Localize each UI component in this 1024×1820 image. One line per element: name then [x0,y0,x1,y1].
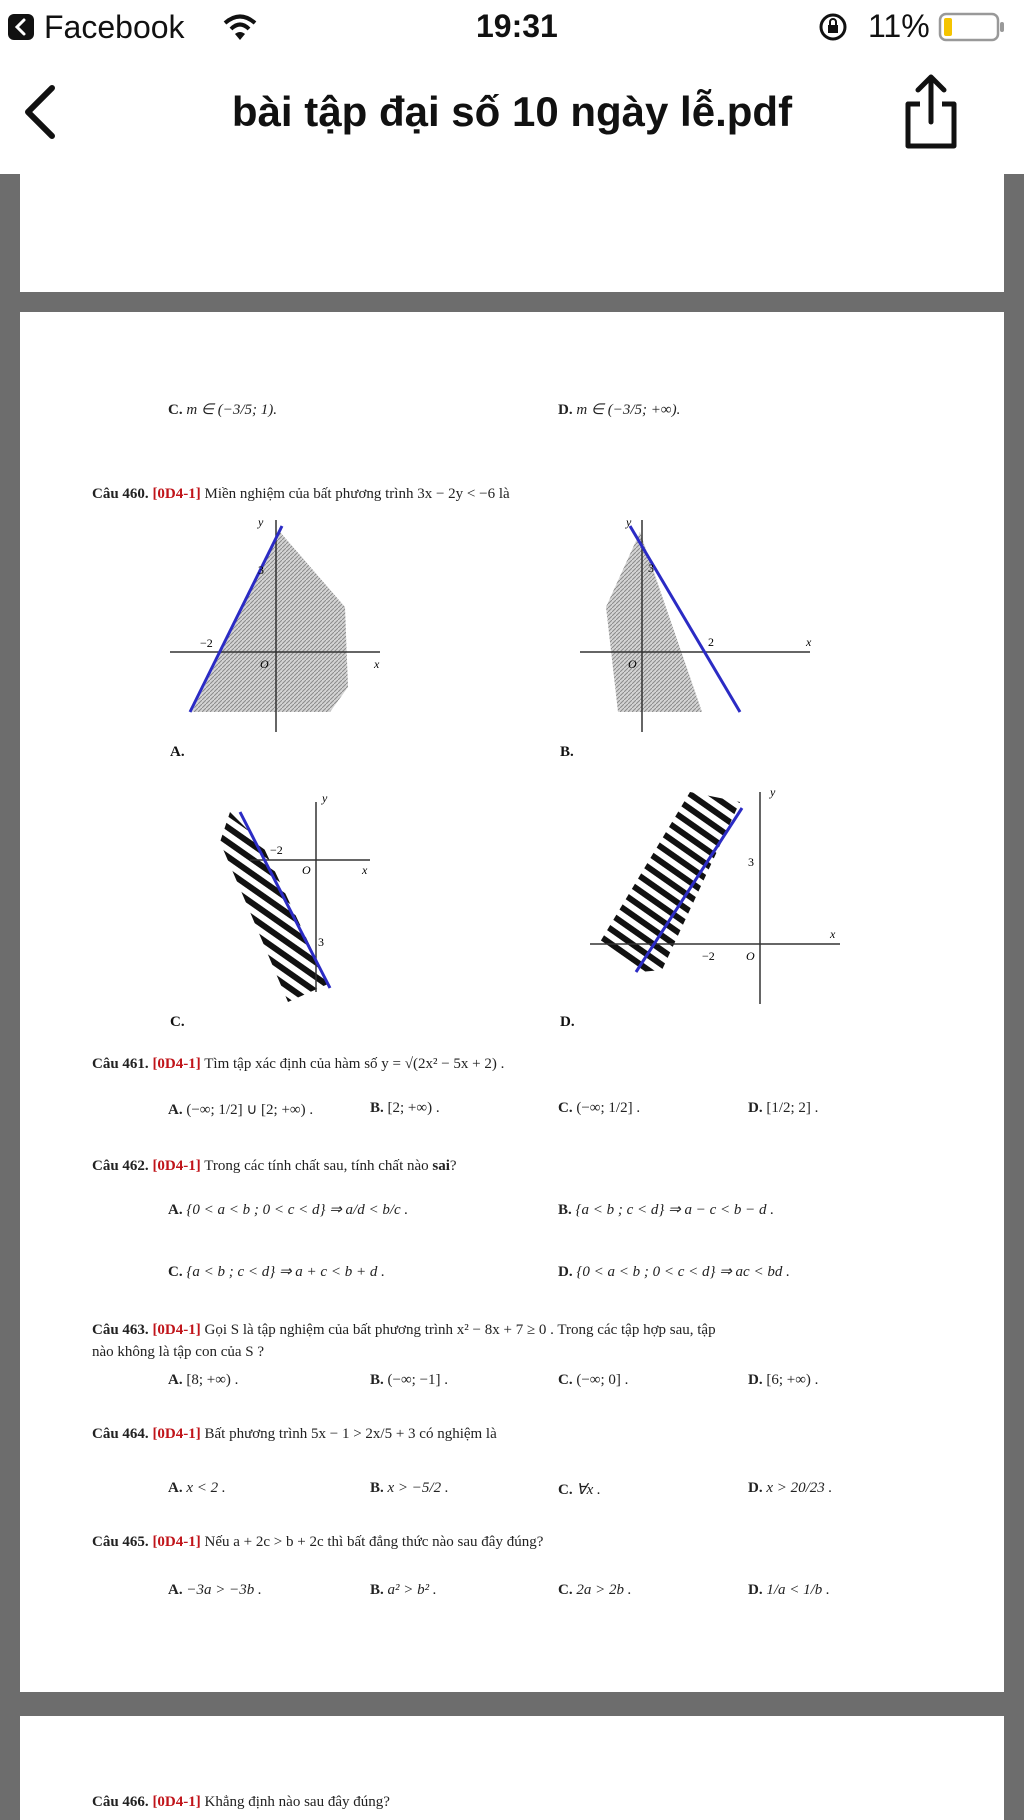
q465-option-a [168,1582,262,1599]
q461-stem [92,1056,504,1073]
q463-option-c [558,1372,628,1389]
option-label: C. [168,402,183,418]
option-text: [6; +∞) . [766,1372,819,1388]
axis-x-label: x [362,863,368,877]
option-text: {0 < a < b ; 0 < c < d} ⇒ a/d < b/c . [186,1202,409,1218]
option-text: ∀x . [576,1482,601,1498]
solution-region [220,812,328,1002]
option-text: (−∞; −1] . [387,1372,449,1388]
question-tag: [0D4-1] [152,1056,201,1072]
option-label: D. [748,1480,763,1496]
option-label: C. [558,1372,573,1388]
q465-stem [92,1534,543,1551]
q463-option-a [168,1372,238,1389]
question-text: Nếu a + 2c > b + 2c thì bất đẳng thức nào sau đây đúng? [204,1534,544,1550]
option-text: (−∞; 0] . [576,1372,629,1388]
question-tag: [0D4-1] [152,1534,201,1550]
q465-option-b [370,1582,437,1599]
q464-option-d [748,1480,832,1497]
q464-option-c [558,1480,601,1499]
question-number: Câu 460. [92,486,149,502]
option-text: {a < b ; c < d} ⇒ a − c < b − d . [575,1202,775,1218]
solution-region [600,792,740,972]
option-label: C. [558,1482,573,1498]
graph-a-label: A. [170,744,185,760]
question-tag: [0D4-1] [152,1322,201,1338]
question-text: Tìm tập xác định của hàm số y = √(2x² − 5x + 2) . [204,1056,505,1072]
question-tag: [0D4-1] [152,1794,201,1810]
q461-option-d [748,1100,818,1117]
question-number: Câu 464. [92,1426,149,1442]
graph-b-label: B. [560,744,574,760]
axis-y-label: y [322,791,328,805]
pdf-viewer[interactable] [0,174,1024,1820]
q463-option-b [370,1372,448,1389]
question-text: Trong các tính chất sau, tính chất nào [204,1158,429,1174]
q461-option-a [168,1100,313,1119]
tick-2: 2 [708,635,714,649]
pdf-page-next [20,1716,1004,1820]
question-tag: [0D4-1] [152,1426,201,1442]
origin-label: O [302,863,311,877]
nav-bar [0,56,1024,174]
axis-x-label: x [830,927,836,941]
option-label: A. [168,1582,183,1598]
q462-option-b [558,1200,774,1219]
option-text: (−∞; 1/2] . [576,1100,641,1116]
option-text: {a < b ; c < d} ⇒ a + c < b + d . [186,1264,385,1280]
option-label: C. [558,1582,573,1598]
option-text: −3a > −3b . [186,1582,262,1598]
q463-stem-line2: nào không là tập con của S ? [92,1344,265,1360]
battery-icon [938,11,1006,48]
question-tag: [0D4-1] [152,486,201,502]
back-app-label: Facebook [44,8,185,45]
document-title: bài tập đại số 10 ngày lễ.pdf [231,88,793,135]
option-label: A. [168,1102,183,1118]
option-text: 1/a < 1/b . [766,1582,830,1598]
option-label: A. [168,1202,183,1218]
option-label: B. [370,1372,384,1388]
q464-option-b [370,1480,449,1497]
origin-label: O [628,657,637,671]
pdf-page-current [20,312,1004,1692]
axis-y-label: y [626,515,632,529]
question-number: Câu 462. [92,1158,149,1174]
tick-3: 3 [648,561,654,575]
share-icon[interactable] [898,72,964,161]
option-label: A. [168,1372,183,1388]
option-text: a² > b² . [387,1582,437,1598]
q462-stem [92,1158,457,1175]
tick-neg2: −2 [200,636,213,650]
option-label: D. [558,402,573,418]
q465-option-c [558,1582,631,1599]
axis-x-label: x [806,635,812,649]
graph-option-a [170,512,440,752]
graph-option-c [210,782,440,1007]
q460-stem [92,486,510,503]
q462-option-c [168,1262,385,1281]
q465-option-d [748,1582,830,1599]
option-text: [8; +∞) . [186,1372,239,1388]
option-text: [2; +∞) . [387,1100,440,1116]
emphasis-word: sai [432,1158,450,1174]
q461-option-b [370,1100,440,1117]
option-label: C. [558,1100,573,1116]
graph-d-label: D. [560,1014,575,1030]
tick-3: 3 [258,563,264,577]
tick-neg2: −2 [270,843,283,857]
battery-percent: 11% [868,8,930,44]
question-number: Câu 466. [92,1794,149,1810]
axis-x-label: x [374,657,380,671]
question-text: Khẳng định nào sau đây đúng? [204,1794,390,1810]
option-text: {0 < a < b ; 0 < c < d} ⇒ ac < bd . [576,1264,790,1280]
q466-stem [92,1794,390,1811]
option-label: B. [558,1202,572,1218]
back-to-app-button[interactable] [8,10,185,44]
option-text: [1/2; 2] . [766,1100,819,1116]
graph-option-d [580,772,860,1022]
q462-option-d [558,1262,790,1281]
graph-c-label: C. [170,1014,185,1030]
wifi-icon [222,12,258,47]
q463-option-d [748,1372,818,1389]
option-text: x < 2 . [186,1480,226,1496]
option-label: B. [370,1582,384,1598]
axis-y-label: y [258,515,264,529]
option-label: A. [168,1480,183,1496]
question-number: Câu 461. [92,1056,149,1072]
tick-3: 3 [318,935,324,949]
q462-option-a [168,1200,408,1219]
question-number: Câu 465. [92,1534,149,1550]
q459-d-text: m ∈ (−3/5; +∞). [576,402,681,418]
question-mark: ? [449,1158,457,1174]
tick-neg2: −2 [702,949,715,963]
q464-option-a [168,1480,226,1497]
origin-label: O [746,949,755,963]
option-text: 2a > 2b . [576,1582,632,1598]
q459-option-c [168,400,277,419]
option-text: (−∞; 1/2] ∪ [2; +∞) . [186,1102,314,1118]
solution-region [192,532,348,712]
rotation-lock-icon [818,12,848,47]
q459-option-d [558,400,680,419]
option-label: D. [748,1372,763,1388]
option-text: x > 20/23 . [766,1480,833,1496]
pdf-page-previous [20,174,1004,292]
question-text: Miền nghiệm của bất phương trình 3x − 2y < −6 là [204,486,510,502]
question-text: Gọi S là tập nghiệm của bất phương trình x² − 8x + 7 ≥ 0 . Trong các tập hợp sau, tập [204,1322,716,1338]
question-tag: [0D4-1] [152,1158,201,1174]
option-text: x > −5/2 . [387,1480,449,1496]
q461-option-c [558,1100,640,1117]
clock-time: 19:31 [476,8,558,44]
q464-stem [92,1426,497,1443]
q459-c-text: m ∈ (−3/5; 1). [186,402,278,418]
axis-y-label: y [770,785,776,799]
question-number: Câu 463. [92,1322,149,1338]
status-bar [0,0,1024,56]
option-label: B. [370,1100,384,1116]
graph-option-b [580,512,860,752]
tick-3: 3 [748,855,754,869]
option-label: C. [168,1264,183,1280]
origin-label: O [260,657,269,671]
q463-stem-line1 [92,1322,716,1339]
option-label: D. [558,1264,573,1280]
option-label: D. [748,1582,763,1598]
question-text: Bất phương trình 5x − 1 > 2x/5 + 3 có nghiệm là [204,1426,497,1442]
option-label: D. [748,1100,763,1116]
option-label: B. [370,1480,384,1496]
back-arrow-icon [8,14,34,40]
